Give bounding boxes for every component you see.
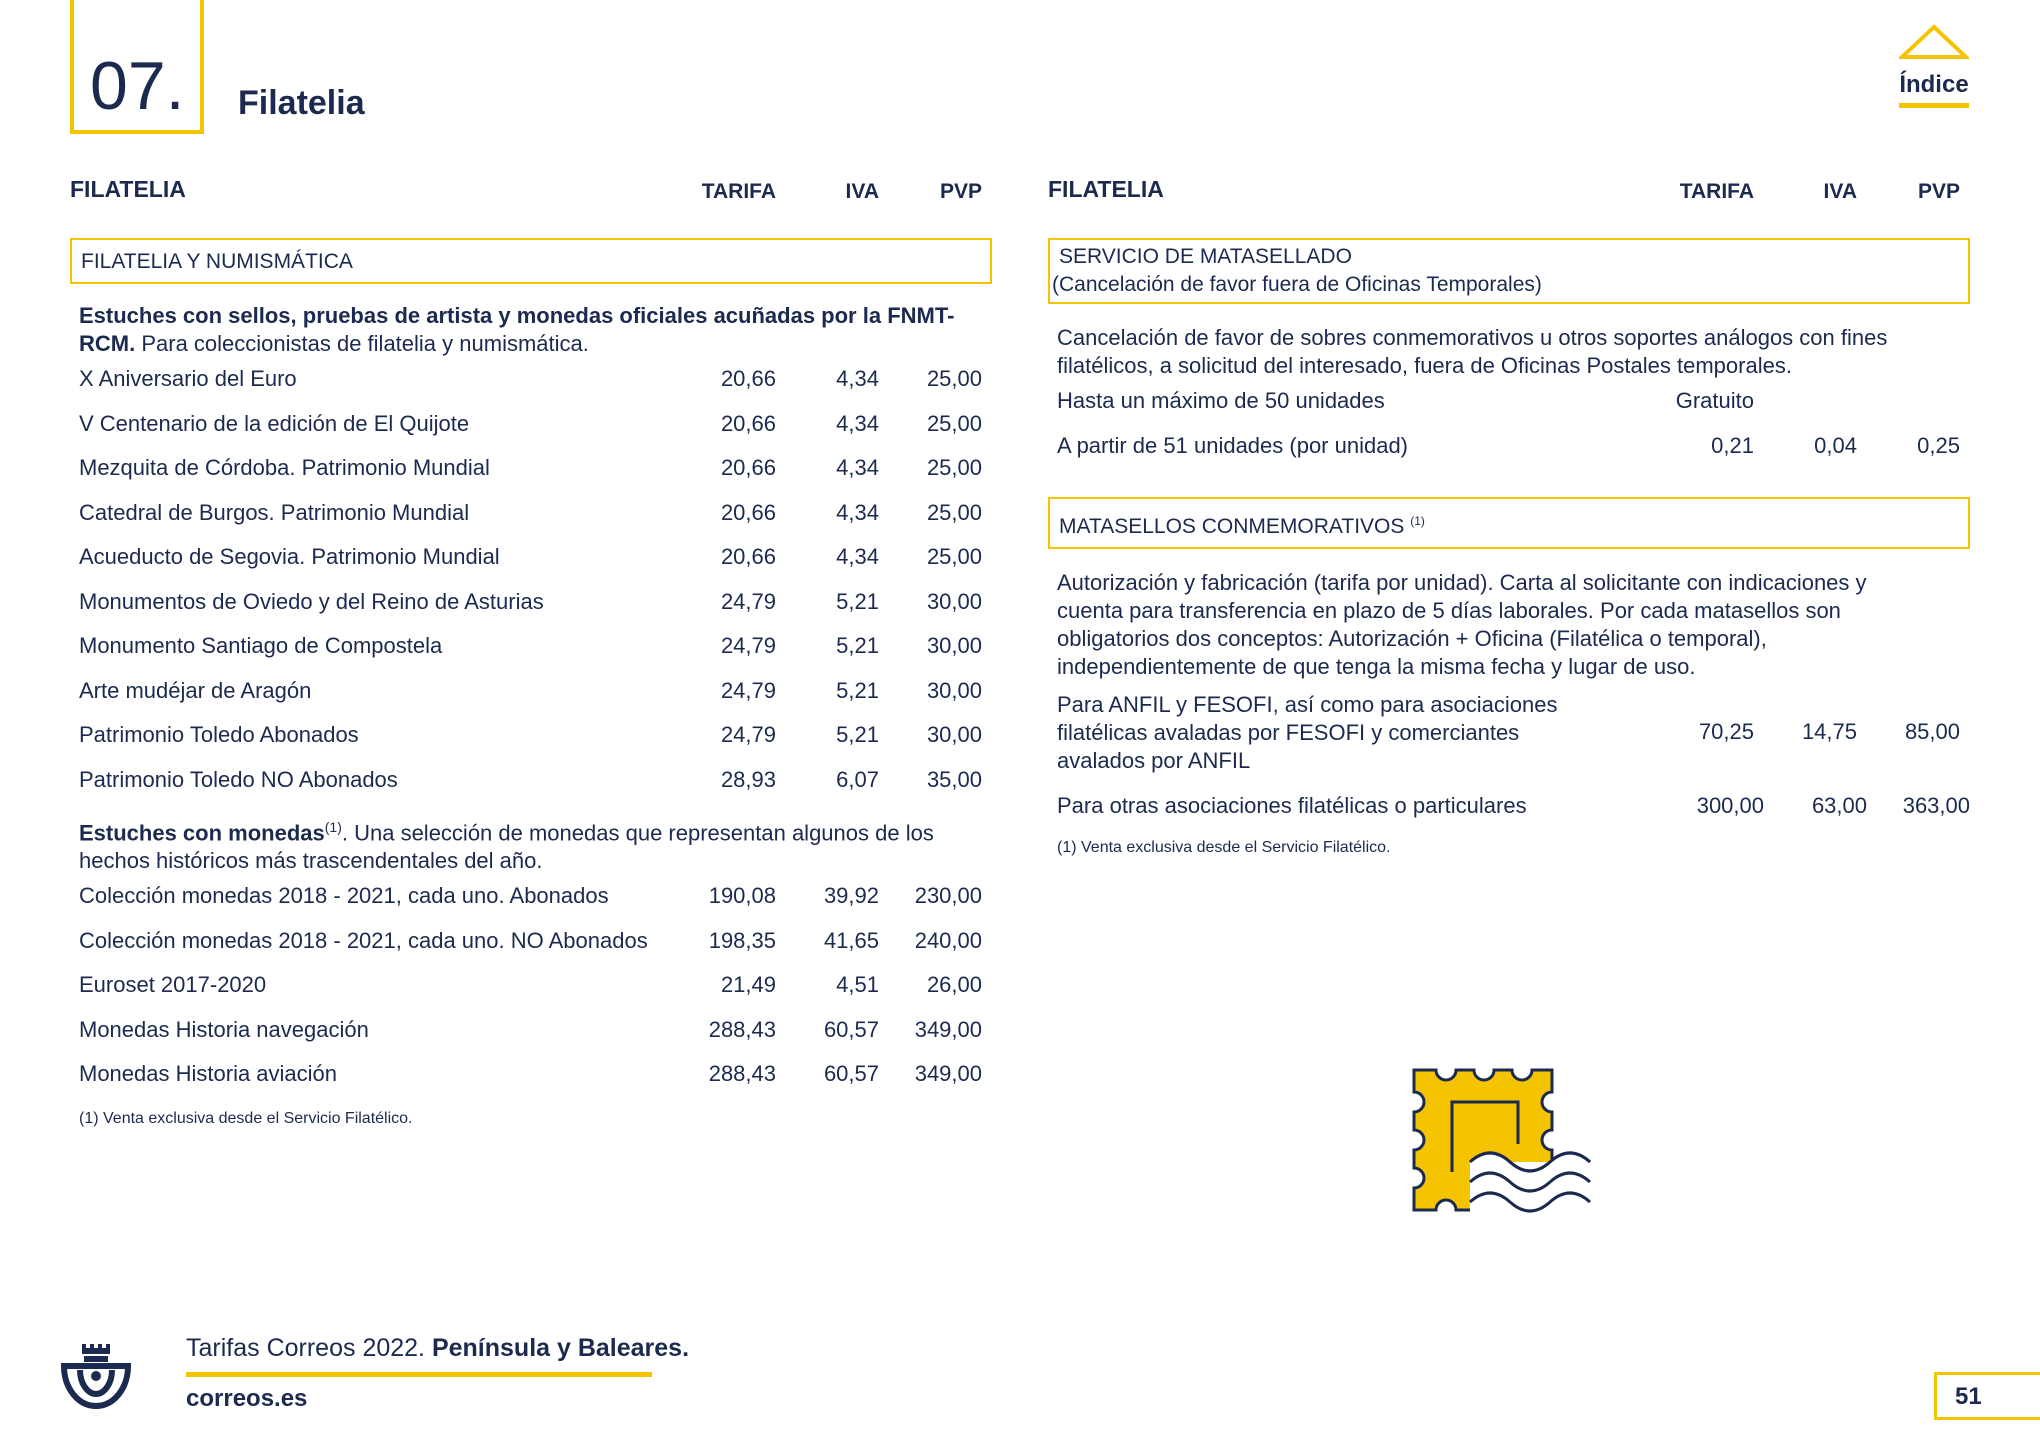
cell-tarifa: 20,66 bbox=[720, 366, 776, 391]
header-iva: IVA bbox=[845, 180, 879, 203]
row-label: Colección monedas 2018 - 2021, cada uno. Abonados bbox=[79, 883, 609, 909]
footer-tarifas-label: Tarifas Correos 2022. bbox=[186, 1334, 432, 1362]
cell-pvp: 30,00 bbox=[926, 588, 982, 614]
stamp-postmark-icon bbox=[1410, 1066, 1610, 1216]
cell-iva: 5,21 bbox=[836, 677, 879, 703]
row-label: Monedas Historia aviación bbox=[79, 1061, 338, 1087]
cell-pvp: 230,00 bbox=[914, 883, 982, 909]
cell-pvp: 25,00 bbox=[926, 499, 982, 525]
cell-iva: 4,34 bbox=[836, 410, 879, 436]
cell-tarifa: 20,66 bbox=[720, 499, 776, 525]
row-label: Monumento Santiago de Compostela bbox=[79, 633, 443, 658]
cell-tarifa: 70,25 bbox=[1698, 719, 1754, 744]
section-number: 07. bbox=[90, 48, 185, 124]
cell-iva: 60,57 bbox=[823, 1016, 879, 1042]
table-row bbox=[1048, 425, 1970, 470]
price-table-matasellado bbox=[1048, 380, 1970, 469]
section-box-matasellado bbox=[1048, 238, 1970, 304]
section-label: FILATELIA Y NUMISMÁTICA bbox=[81, 250, 353, 273]
table-row bbox=[70, 964, 992, 1009]
cell-iva: 6,07 bbox=[836, 766, 879, 792]
cell-iva: 60,57 bbox=[823, 1061, 879, 1087]
index-link[interactable] bbox=[1899, 24, 1969, 108]
intro-bold: Estuches con monedas bbox=[79, 820, 325, 846]
table-row bbox=[1048, 689, 1970, 785]
cell-iva: 4,34 bbox=[836, 499, 879, 525]
cell-pvp: 0,25 bbox=[1917, 432, 1960, 458]
cell-iva: 4,34 bbox=[836, 455, 879, 480]
footnote-marker: (1) bbox=[1410, 514, 1425, 528]
header-pvp: PVP bbox=[1917, 180, 1960, 203]
cell-tarifa: 24,79 bbox=[720, 722, 776, 747]
cell-tarifa: 0,21 bbox=[1711, 432, 1754, 458]
table-row bbox=[1048, 380, 1970, 425]
footer-website-link[interactable]: correos.es bbox=[186, 1385, 308, 1412]
cell-iva: 5,21 bbox=[836, 633, 879, 658]
cell-tarifa: 20,66 bbox=[720, 410, 776, 436]
paragraph-cancelacion: Cancelación de favor de sobres conmemorativos u otros soportes análogos con fines filatélicos, a solicitud del interesado, fuera de Oficinas Postales temporales. bbox=[1057, 325, 1888, 378]
cell-iva: 41,65 bbox=[823, 927, 879, 953]
table-row bbox=[70, 403, 992, 448]
cell-pvp: 25,00 bbox=[926, 544, 982, 569]
footnote-marker: (1) bbox=[324, 819, 342, 835]
cell-iva: 63,00 bbox=[1811, 793, 1867, 818]
footnote: (1) Venta exclusiva desde el Servicio Filatélico. bbox=[79, 1109, 413, 1127]
row-label: Patrimonio Toledo NO Abonados bbox=[79, 766, 398, 792]
header-tarifa: TARIFA bbox=[701, 180, 776, 203]
row-label: X Aniversario del Euro bbox=[79, 366, 297, 391]
cell-tarifa: 288,43 bbox=[708, 1016, 776, 1042]
cell-iva: 5,21 bbox=[836, 722, 879, 747]
cell-tarifa: 21,49 bbox=[720, 972, 776, 998]
cell-tarifa: 24,79 bbox=[720, 588, 776, 614]
table-row bbox=[70, 1009, 992, 1054]
paragraph-autorizacion: Autorización y fabricación (tarifa por unidad). Carta al solicitante con indicaciones y cuenta para transferencia en plazo de 5 días laborales. Por cada matasellos son obligatorios dos conceptos: Autorización + Oficina (Filatélica o temporal), independientemente de que tenga la misma fecha y lugar de uso. bbox=[1057, 570, 1867, 679]
cell-tarifa: 24,79 bbox=[720, 633, 776, 658]
cell-iva: 0,04 bbox=[1814, 432, 1857, 458]
row-label: Colección monedas 2018 - 2021, cada uno. NO Abonados bbox=[79, 927, 648, 953]
table-header-title: FILATELIA bbox=[70, 176, 186, 202]
table-row bbox=[70, 670, 992, 715]
cell-pvp: 26,00 bbox=[926, 972, 982, 998]
row-label: Arte mudéjar de Aragón bbox=[79, 677, 312, 703]
cell-pvp: 25,00 bbox=[926, 455, 982, 480]
cell-pvp: 30,00 bbox=[926, 677, 982, 703]
page-number: 51 bbox=[1934, 1372, 2040, 1420]
price-table-matasellos bbox=[1048, 689, 1970, 829]
row-label: Hasta un máximo de 50 unidades bbox=[1057, 388, 1385, 413]
section-label-line1: SERVICIO DE MATASELLADO bbox=[1059, 245, 1352, 268]
cell-iva: 14,75 bbox=[1801, 719, 1857, 744]
table-row bbox=[70, 447, 992, 492]
row-label: Patrimonio Toledo Abonados bbox=[79, 722, 359, 747]
section-label-line2: (Cancelación de favor fuera de Oficinas Temporales) bbox=[1052, 273, 1542, 296]
cell-pvp: 25,00 bbox=[926, 410, 982, 436]
cell-pvp: 349,00 bbox=[914, 1016, 982, 1042]
left-column bbox=[70, 172, 992, 1128]
row-label: Monedas Historia navegación bbox=[79, 1016, 369, 1042]
cell-tarifa: 24,79 bbox=[720, 677, 776, 703]
table-row bbox=[70, 714, 992, 759]
cell-iva: 4,34 bbox=[836, 366, 879, 391]
cell-iva: 4,51 bbox=[836, 972, 879, 998]
intro-text: Para coleccionistas de filatelia y numismática. bbox=[135, 331, 589, 356]
intro-paragraph-estuches-sellos bbox=[70, 302, 992, 358]
row-label: Para ANFIL y FESOFI, así como para asociaciones filatélicas avaladas por FESOFI y comerciantes avalados por ANFIL bbox=[1057, 692, 1558, 773]
cell-pvp: 85,00 bbox=[1904, 719, 1960, 744]
cell-pvp: 30,00 bbox=[926, 633, 982, 658]
header-pvp: PVP bbox=[939, 180, 982, 203]
table-row bbox=[70, 625, 992, 670]
cell-tarifa: Gratuito bbox=[1675, 388, 1754, 413]
table-row bbox=[70, 875, 992, 920]
header-tarifa: TARIFA bbox=[1679, 180, 1754, 203]
table-row bbox=[1048, 785, 1970, 829]
section-box-matasellos-conmemorativos bbox=[1048, 497, 1970, 549]
cell-pvp: 363,00 bbox=[1902, 793, 1970, 818]
correos-logo-icon bbox=[58, 1340, 134, 1412]
footer-tarifas-text bbox=[186, 1334, 689, 1363]
header-iva: IVA bbox=[1823, 180, 1857, 203]
table-row bbox=[70, 920, 992, 965]
table-row bbox=[70, 759, 992, 804]
table-header bbox=[70, 172, 992, 212]
table-row bbox=[70, 358, 992, 403]
footer-underline bbox=[186, 1372, 652, 1377]
cell-pvp: 240,00 bbox=[914, 927, 982, 953]
row-label: Para otras asociaciones filatélicas o particulares bbox=[1057, 793, 1527, 818]
row-label: Acueducto de Segovia. Patrimonio Mundial bbox=[79, 544, 500, 569]
cell-iva: 39,92 bbox=[823, 883, 879, 909]
cell-tarifa: 20,66 bbox=[720, 544, 776, 569]
row-label: A partir de 51 unidades (por unidad) bbox=[1057, 432, 1409, 458]
cell-iva: 4,34 bbox=[836, 544, 879, 569]
table-row bbox=[70, 581, 992, 626]
cell-tarifa: 198,35 bbox=[708, 927, 776, 953]
cell-tarifa: 288,43 bbox=[708, 1061, 776, 1087]
cell-tarifa: 28,93 bbox=[720, 766, 776, 792]
footnote: (1) Venta exclusiva desde el Servicio Filatélico. bbox=[1057, 839, 1391, 856]
cell-pvp: 25,00 bbox=[926, 366, 982, 391]
footer-tarifas-region: Península y Baleares. bbox=[431, 1334, 690, 1362]
index-up-triangle-icon bbox=[1899, 24, 1969, 60]
intro-paragraph-estuches-monedas bbox=[70, 813, 992, 875]
price-table-estuches-sellos bbox=[70, 358, 992, 803]
table-row bbox=[70, 1053, 992, 1098]
row-label: Monumentos de Oviedo y del Reino de Asturias bbox=[79, 588, 544, 614]
cell-pvp: 35,00 bbox=[926, 766, 982, 792]
table-header bbox=[1048, 172, 1970, 212]
index-underline bbox=[1899, 103, 1969, 108]
index-label: Índice bbox=[1899, 71, 1969, 98]
table-header-title: FILATELIA bbox=[1048, 176, 1164, 202]
section-box-filatelia-numismatica bbox=[70, 238, 992, 284]
row-label: Mezquita de Córdoba. Patrimonio Mundial bbox=[79, 455, 490, 480]
cell-tarifa: 20,66 bbox=[720, 455, 776, 480]
cell-pvp: 30,00 bbox=[926, 722, 982, 747]
table-row bbox=[70, 492, 992, 537]
cell-iva: 5,21 bbox=[836, 588, 879, 614]
table-row bbox=[70, 536, 992, 581]
section-title: Filatelia bbox=[238, 84, 365, 122]
cell-pvp: 349,00 bbox=[914, 1061, 982, 1087]
section-label: MATASELLOS CONMEMORATIVOS bbox=[1059, 515, 1405, 538]
cell-tarifa: 300,00 bbox=[1696, 793, 1764, 818]
right-column bbox=[1048, 172, 1970, 857]
cell-tarifa: 190,08 bbox=[708, 883, 776, 909]
row-label: Euroset 2017-2020 bbox=[79, 972, 267, 998]
row-label: Catedral de Burgos. Patrimonio Mundial bbox=[79, 499, 470, 525]
intro-text: . Una selección de monedas que representan algunos de los hechos históricos más trascendentales del año. bbox=[79, 820, 934, 874]
price-table-estuches-monedas bbox=[70, 875, 992, 1098]
intro-bold: Estuches con sellos, pruebas de artista y monedas oficiales acuñadas por la FNMT-RCM. bbox=[79, 303, 955, 356]
row-label: V Centenario de la edición de El Quijote bbox=[79, 410, 470, 436]
